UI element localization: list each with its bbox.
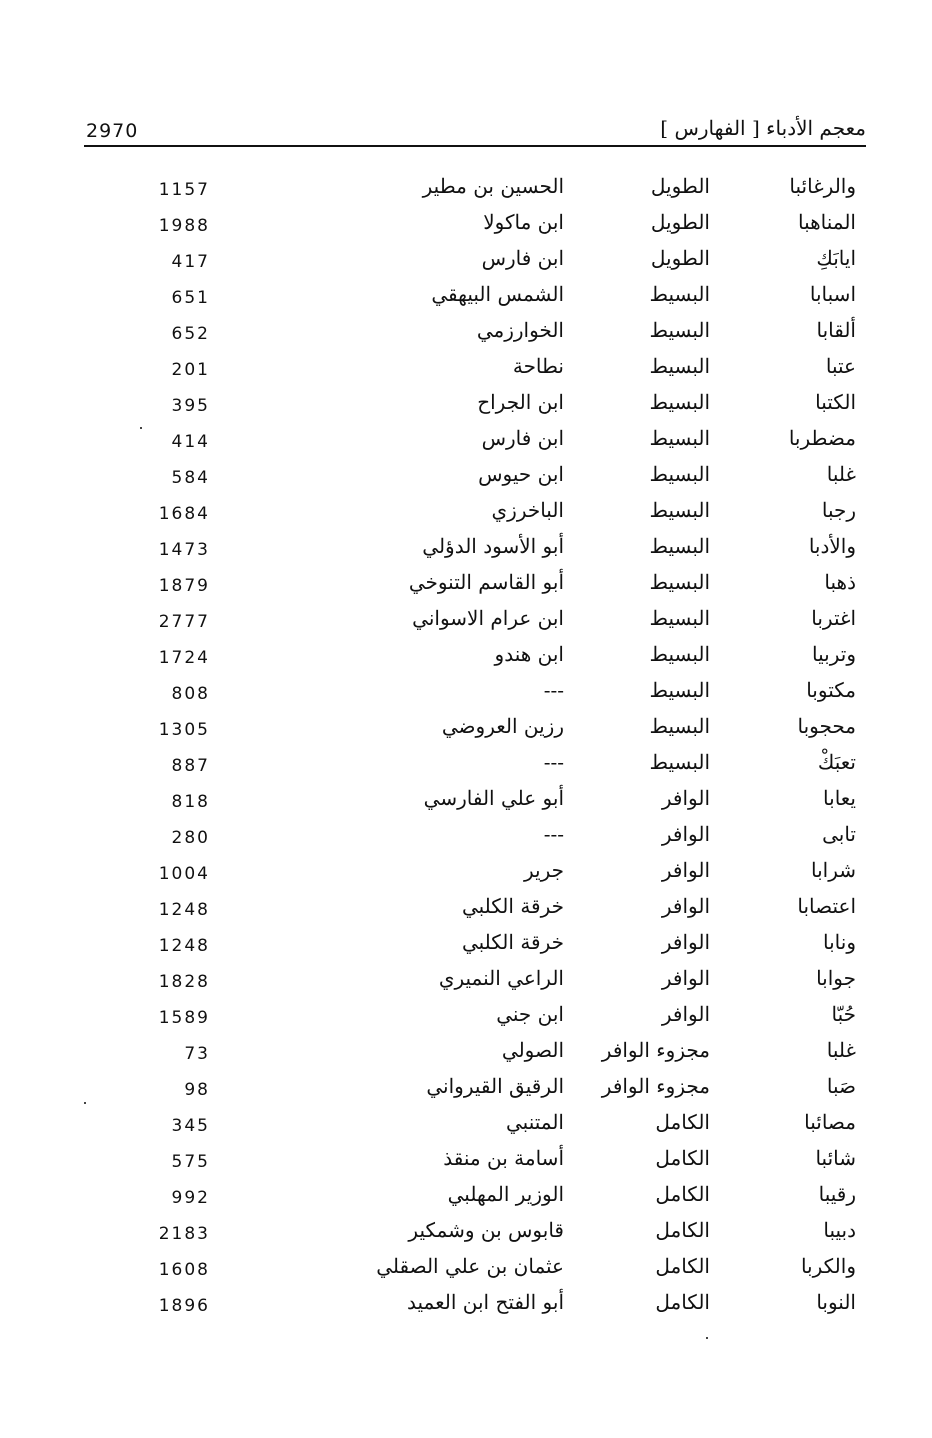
meter-name: البسيط <box>649 390 710 414</box>
table-row <box>0 1108 932 1144</box>
table-row <box>0 928 932 964</box>
poet-name: الشمس البيهقي <box>431 282 564 306</box>
page-reference: 1879 <box>158 576 210 596</box>
meter-name: الوافر <box>661 822 710 846</box>
rhyme-word: اعتصابا <box>797 894 856 918</box>
page-reference: 992 <box>171 1188 210 1208</box>
table-row <box>0 1216 932 1252</box>
page-reference: 584 <box>171 468 210 488</box>
rhyme-word: تابى <box>822 822 856 846</box>
table-row <box>0 964 932 1000</box>
meter-name: مجزوء الوافر <box>601 1038 710 1062</box>
page-reference: 2777 <box>158 612 210 632</box>
rhyme-word: جوابا <box>816 966 856 990</box>
rhyme-word: رجبا <box>821 498 856 522</box>
meter-name: البسيط <box>649 498 710 522</box>
page-reference: 345 <box>171 1116 210 1136</box>
index-table <box>0 172 932 1324</box>
table-row <box>0 748 932 784</box>
poet-name: ابن الجراح <box>477 390 564 414</box>
meter-name: البسيط <box>649 318 710 342</box>
meter-name: الوافر <box>661 858 710 882</box>
table-row <box>0 1036 932 1072</box>
meter-name: الوافر <box>661 786 710 810</box>
meter-name: البسيط <box>649 714 710 738</box>
page-reference: 1608 <box>158 1260 210 1280</box>
page-reference: 651 <box>171 288 210 308</box>
table-row <box>0 1144 932 1180</box>
poet-name: --- <box>543 750 564 774</box>
rhyme-word: ونابا <box>823 930 856 954</box>
table-row <box>0 1288 932 1324</box>
table-row <box>0 1252 932 1288</box>
page-reference: 1305 <box>158 720 210 740</box>
page-reference: 575 <box>171 1152 210 1172</box>
page-reference: 1684 <box>158 504 210 524</box>
table-row <box>0 496 932 532</box>
rhyme-word: والكربا <box>800 1254 856 1278</box>
poet-name: قابوس بن وشمكير <box>408 1218 564 1242</box>
rhyme-word: صَبا <box>826 1074 856 1098</box>
poet-name: الراعي النميري <box>438 966 564 990</box>
poet-name: الخوارزمي <box>476 318 564 342</box>
page-reference: 887 <box>171 756 210 776</box>
poet-name: ابن جني <box>496 1002 564 1026</box>
table-row <box>0 532 932 568</box>
rhyme-word: ذهبا <box>824 570 856 594</box>
page-reference: 98 <box>184 1080 210 1100</box>
rhyme-word: ايابَكِ <box>816 246 856 270</box>
poet-name: الصولي <box>501 1038 564 1062</box>
rhyme-word: تعبَكْ <box>817 750 856 774</box>
poet-name: رزين العروضي <box>441 714 564 738</box>
table-row <box>0 604 932 640</box>
rhyme-word: وتربيا <box>812 642 856 666</box>
poet-name: الوزير المهلبي <box>447 1182 564 1206</box>
poet-name: --- <box>543 678 564 702</box>
poet-name: ابن حيوس <box>478 462 564 486</box>
meter-name: البسيط <box>649 678 710 702</box>
meter-name: مجزوء الوافر <box>601 1074 710 1098</box>
rhyme-word: رقيبا <box>818 1182 856 1206</box>
page-reference: 73 <box>184 1044 210 1064</box>
poet-name: عثمان بن علي الصقلي <box>376 1254 564 1278</box>
table-row <box>0 820 932 856</box>
poet-name: ابن فارس <box>481 426 564 450</box>
page-reference: 1828 <box>158 972 210 992</box>
scan-speck <box>84 1102 86 1104</box>
table-row <box>0 892 932 928</box>
page-reference: 808 <box>171 684 210 704</box>
table-row <box>0 244 932 280</box>
rhyme-word: دبيبا <box>823 1218 856 1242</box>
poet-name: المتنبي <box>506 1110 564 1134</box>
poet-name: أسامة بن منقذ <box>443 1146 564 1170</box>
poet-name: ابن عرام الاسواني <box>412 606 564 630</box>
page-header <box>84 108 866 148</box>
poet-name: ابن هندو <box>494 642 564 666</box>
table-row <box>0 1180 932 1216</box>
page-reference: 1248 <box>158 900 210 920</box>
poet-name: ابن فارس <box>481 246 564 270</box>
poet-name: الباخرزي <box>491 498 564 522</box>
rhyme-word: والرغائبا <box>789 174 856 198</box>
page-reference: 414 <box>171 432 210 452</box>
meter-name: البسيط <box>649 462 710 486</box>
page-reference: 818 <box>171 792 210 812</box>
poet-name: خرقة الكلبي <box>461 930 564 954</box>
table-row <box>0 856 932 892</box>
rhyme-word: اسبابا <box>809 282 856 306</box>
table-row <box>0 640 932 676</box>
poet-name: أبو الفتح ابن العميد <box>407 1290 564 1314</box>
table-row <box>0 712 932 748</box>
rhyme-word: مكتوبا <box>806 678 856 702</box>
meter-name: الطويل <box>650 174 710 198</box>
table-row <box>0 784 932 820</box>
page-reference: 652 <box>171 324 210 344</box>
table-row <box>0 280 932 316</box>
meter-name: الوافر <box>661 1002 710 1026</box>
poet-name: أبو القاسم التنوخي <box>408 570 564 594</box>
scan-speck <box>706 1337 708 1339</box>
meter-name: البسيط <box>649 534 710 558</box>
poet-name: جرير <box>524 858 564 882</box>
rhyme-word: مضطربا <box>788 426 856 450</box>
page-reference: 1589 <box>158 1008 210 1028</box>
meter-name: البسيط <box>649 750 710 774</box>
rhyme-word: شرابا <box>810 858 856 882</box>
poet-name: --- <box>543 822 564 846</box>
rhyme-word: اغتربا <box>811 606 856 630</box>
rhyme-word: والأدبا <box>808 534 856 558</box>
table-row <box>0 388 932 424</box>
table-row <box>0 676 932 712</box>
meter-name: الطويل <box>650 210 710 234</box>
running-title: معجم الأدباء [ الفهارس ] <box>660 116 866 140</box>
meter-name: الكامل <box>655 1146 710 1170</box>
meter-name: الكامل <box>655 1218 710 1242</box>
meter-name: الطويل <box>650 246 710 270</box>
table-row <box>0 1000 932 1036</box>
table-row <box>0 352 932 388</box>
page-number: 2970 <box>86 120 139 142</box>
poet-name: نطاحة <box>512 354 564 378</box>
scan-speck <box>140 427 142 429</box>
meter-name: الوافر <box>661 930 710 954</box>
page-reference: 1724 <box>158 648 210 668</box>
page-reference: 1473 <box>158 540 210 560</box>
rhyme-word: النوبا <box>816 1290 856 1314</box>
page-reference: 1896 <box>158 1296 210 1316</box>
table-row <box>0 316 932 352</box>
page-reference: 1157 <box>158 180 210 200</box>
rhyme-word: يعابا <box>823 786 856 810</box>
table-row <box>0 460 932 496</box>
rhyme-word: غلبا <box>826 1038 856 1062</box>
meter-name: الكامل <box>655 1182 710 1206</box>
page-reference: 280 <box>171 828 210 848</box>
meter-name: البسيط <box>649 606 710 630</box>
rhyme-word: المناهبا <box>797 210 856 234</box>
rhyme-word: مصائبا <box>804 1110 856 1134</box>
page-reference: 201 <box>171 360 210 380</box>
rhyme-word: غلبا <box>826 462 856 486</box>
page-reference: 417 <box>171 252 210 272</box>
page-reference: 2183 <box>158 1224 210 1244</box>
table-row <box>0 424 932 460</box>
meter-name: البسيط <box>649 426 710 450</box>
poet-name: الرقيق القيرواني <box>426 1074 564 1098</box>
rhyme-word: حُبّا <box>831 1002 856 1026</box>
meter-name: البسيط <box>649 354 710 378</box>
meter-name: الكامل <box>655 1110 710 1134</box>
rhyme-word: شائبا <box>815 1146 856 1170</box>
poet-name: الحسين بن مطير <box>422 174 564 198</box>
header-rule <box>84 145 866 147</box>
rhyme-word: الكتبا <box>815 390 856 414</box>
meter-name: البسيط <box>649 282 710 306</box>
meter-name: البسيط <box>649 642 710 666</box>
table-row <box>0 568 932 604</box>
table-row <box>0 208 932 244</box>
page-reference: 1004 <box>158 864 210 884</box>
rhyme-word: عتبا <box>825 354 856 378</box>
table-row <box>0 1072 932 1108</box>
meter-name: الكامل <box>655 1290 710 1314</box>
page-reference: 1988 <box>158 216 210 236</box>
poet-name: أبو الأسود الدؤلي <box>422 534 564 558</box>
meter-name: الوافر <box>661 894 710 918</box>
page-reference: 1248 <box>158 936 210 956</box>
table-row <box>0 172 932 208</box>
rhyme-word: ألقابا <box>816 318 856 342</box>
meter-name: الوافر <box>661 966 710 990</box>
poet-name: ابن ماكولا <box>483 210 564 234</box>
poet-name: خرقة الكلبي <box>461 894 564 918</box>
meter-name: الكامل <box>655 1254 710 1278</box>
poet-name: أبو علي الفارسي <box>423 786 564 810</box>
rhyme-word: محجوبا <box>797 714 856 738</box>
page-reference: 395 <box>171 396 210 416</box>
meter-name: البسيط <box>649 570 710 594</box>
